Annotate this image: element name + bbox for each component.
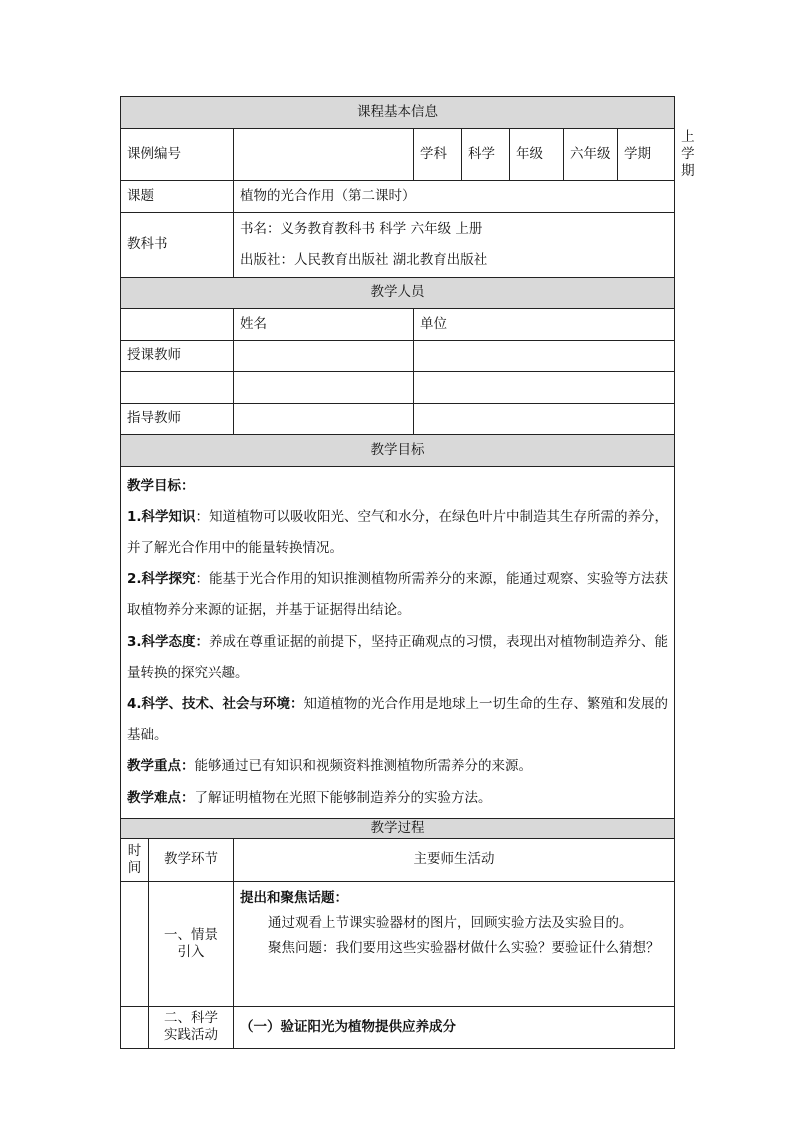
row1-activity-p1: 通过观看上节课实验器材的图片，回顾实验方法及实验目的。 <box>268 914 633 931</box>
advisor-label: 指导教师 <box>121 403 234 434</box>
row2-time-cell <box>121 1006 149 1048</box>
time-column-header: 时间 <box>121 838 149 881</box>
blank-label-cell <box>121 371 234 403</box>
goal2-text: ：能基于光合作用的知识推测植物所需养分的来源，能通过观察、实验等方法获取植物养分来源的证据，并基于证据得出结论。 <box>127 571 669 619</box>
grade-value: 六年级 <box>564 129 618 181</box>
textbook-label: 教科书 <box>121 212 234 277</box>
goals-content <box>121 466 675 818</box>
row1-stage-cell: 一、情景引入 <box>149 881 234 1006</box>
goal1-label: 1.科学知识 <box>127 508 196 525</box>
teacher-name-cell[interactable] <box>234 340 414 371</box>
difficulty-text: 了解证明植物在光照下能够制造养分的实验方法。 <box>194 789 492 806</box>
row2-activity-heading: （一）验证阳光为植物提供应养成分 <box>240 1018 456 1035</box>
row2-activity-cell <box>234 1006 675 1048</box>
row1-time-cell <box>121 881 149 1006</box>
case-no-value[interactable] <box>234 129 414 181</box>
name-column-header: 姓名 <box>234 308 414 340</box>
row1-activity-cell <box>234 881 675 1006</box>
goal4-label: 4.科学、技术、社会与环境： <box>127 696 304 713</box>
unit-column-header: 单位 <box>414 308 675 340</box>
topic-value: 植物的光合作用（第二课时） <box>234 180 675 212</box>
subject-label: 学科 <box>414 129 462 181</box>
staff-header: 教学人员 <box>121 277 675 308</box>
textbook-line1: 书名：义务教育教科书 科学 六年级 上册 <box>240 220 483 237</box>
goal4-text: 知道植物的光合作用是地球上一切生命的生存、繁殖和发展的基础。 <box>127 696 669 744</box>
goals-heading: 教学目标： <box>127 477 195 494</box>
case-no-label: 课例编号 <box>121 129 234 181</box>
basic-info-header: 课程基本信息 <box>121 97 675 129</box>
subject-value: 科学 <box>462 129 510 181</box>
activity-column-header: 主要师生活动 <box>234 838 675 881</box>
goal1-text: ：知道植物可以吸收阳光、空气和水分，在绿色叶片中制造其生存所需的养分，并了解光合作用中的能量转换情况。 <box>127 508 669 557</box>
topic-label: 课题 <box>121 180 234 212</box>
teacher-unit-cell[interactable] <box>414 340 675 371</box>
goal2-label: 2.科学探究 <box>127 571 196 588</box>
goals-header: 教学目标 <box>121 434 675 466</box>
key-point-label: 教学重点： <box>127 758 195 775</box>
textbook-value <box>234 212 675 277</box>
grade-label: 年级 <box>510 129 564 181</box>
advisor-unit-cell[interactable] <box>414 403 675 434</box>
blank-name-cell[interactable] <box>234 371 414 403</box>
goal3-text: 养成在尊重证据的前提下，坚持正确观点的习惯，表现出对植物制造养分、能量转换的探究兴趣。 <box>127 633 669 681</box>
blank-unit-cell[interactable] <box>414 371 675 403</box>
textbook-line2: 出版社：人民教育出版社 湖北教育出版社 <box>240 251 488 268</box>
row1-activity-heading: 提出和聚焦话题： <box>240 889 348 906</box>
teacher-label: 授课教师 <box>121 340 234 371</box>
staff-corner-cell <box>121 308 234 340</box>
goal3-label: 3.科学态度： <box>127 633 210 650</box>
stage-column-header: 教学环节 <box>149 838 234 881</box>
process-header: 教学过程 <box>121 818 675 838</box>
key-point-text: 能够通过已有知识和视频资料推测植物所需养分的来源。 <box>194 758 532 775</box>
lesson-plan-table: 课程基本信息 课例编号 学科 科学 年级 六年级 学期 上学期 课题 植物的光合作用（第二课时） 教科书 书名：义务教育教科书 科学 六年级 上册 出版社：人民教育出版社 湖北教育出版社 教学人员 姓名 单位 授课教师 指导教师 教学目标 教学目标： 1.科学知识：知道植物可以吸收阳光、空气和水分，在绿色叶片中制造其生存所需的养分，并了解光合作用中的能量转换情况。 2.科学探究：能基于光合作用的知识推测植物所需养分的来源，能通过观察、实验等方法获取植物养分来源的证据，并基于证据得出结论。 3.科学态度：养成在尊重证据的前提下，坚持正确观点的习惯，表现出对植物制造养分、能量转换的探究兴趣。 4.科学、技术、社会与环境：知道植物的光合作用是地球上一切生命的生存、繁殖和发展的基础。 教学重点：能够通过已有知识和视频资料推测植物所需养分的来源。 教学难点：了解证明植物在光照下能够制造养分的实验方法。 教学过程 时间 教学环节 主要师生活动 一、情景引入 提出和聚焦话题： 通过观看上节课实验器材的图片，回顾实验方法及实验目的。 聚焦问题：我们要用这些实验器材做什么实验？要验证什么猜想？ 二、科学实践活动 （一）验证阳光为植物提供应养成分 <box>120 96 675 1049</box>
term-label: 学期 <box>618 129 675 181</box>
row2-stage-cell: 二、科学实践活动 <box>149 1006 234 1048</box>
advisor-name-cell[interactable] <box>234 403 414 434</box>
difficulty-label: 教学难点： <box>127 789 195 806</box>
row1-activity-p2: 聚焦问题：我们要用这些实验器材做什么实验？要验证什么猜想？ <box>268 939 660 956</box>
